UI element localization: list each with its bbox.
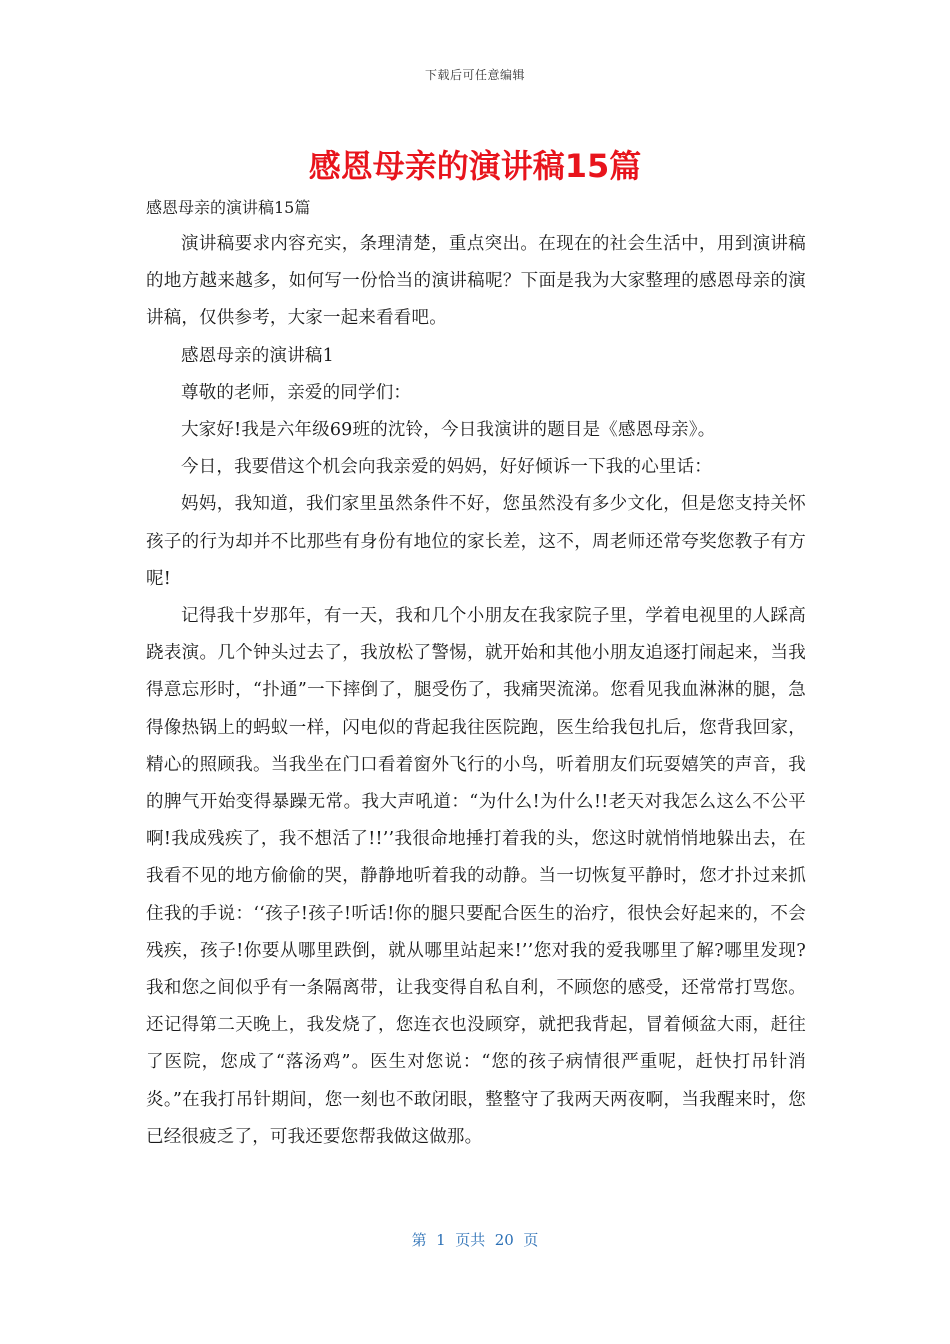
intro-paragraph: 演讲稿要求内容充实，条理清楚，重点突出。在现在的社会生活中，用到演讲稿的地方越来越多，如何写一份恰当的演讲稿呢？下面是我为大家整理的感恩母亲的演讲稿，仅供参考，大家一起来看看吧。 <box>146 234 806 329</box>
document-subtitle: 感恩母亲的演讲稿15篇 <box>146 198 311 217</box>
opening-paragraph: 今日，我要借这个机会向我亲爱的妈妈，好好倾诉一下我的心里话： <box>181 457 712 478</box>
page-footer: 第 1 页共 20 页 <box>411 1231 539 1249</box>
story-paragraph: 记得我十岁那年，有一天，我和几个小朋友在我家院子里，学着电视里的人踩高跷表演。几个钟头过去了，我放松了警惕，就开始和其他小朋友追逐打闹起来，当我得意忘形时，“扑通”一下摔倒了，腿受伤了，我痛哭流涕。您看见我血淋淋的腿，急得像热锅上的蚂蚁一样，闪电似的背起我往医院跑，医生给我包扎后，您背我回家，精心的照顾我。当我坐在门口看着窗外飞行的小鸟，听着朋友们玩耍嬉笑的声音，我的脾气开始变得暴躁无常。我大声吼道：“为什么!为什么!!老天对我怎么这么不公平啊!我成残疾了，我不想活了!!’’我很命地捶打着我的头，您这时就悄悄地躲出去，在我看不见的地方偷偷的哭，静静地听着我的动静。当一切恢复平静时，您才扑过来抓住我的手说：‘‘孩子!孩子!听话!你的腿只要配合医生的治疗，很快会好起来的，不会残疾，孩子!你要从哪里跌倒，就从哪里站起来!’’您对我的爱我哪里了解?哪里发现?我和您之间似乎有一条隔离带，让我变得自私自利，不顾您的感受，还常常打骂您。还记得第二天晚上，我发烧了，您连衣也没顾穿，就把我背起，冒着倾盆大雨，赶往了医院，您成了“落汤鸡”。医生对您说：“您的孩子病情很严重呢，赶快打吊针消炎。”在我打吊针期间，您一刻也不敢闭眼，整整守了我两天两夜啊，当我醒来时，您已经很疲乏了，可我还要您帮我做这做那。 <box>146 606 806 1147</box>
document-title: 感恩母亲的演讲稿15篇 <box>308 147 642 185</box>
salutation-paragraph: 尊敬的老师，亲爱的同学们： <box>181 382 412 403</box>
document-body <box>146 190 806 1156</box>
header-note: 下载后可任意编辑 <box>424 68 525 82</box>
greeting-paragraph: 大家好!我是六年级69班的沈铃，今日我演讲的题目是《感恩母亲》。 <box>181 420 716 441</box>
body-paragraph: 妈妈，我知道，我们家里虽然条件不好，您虽然没有多少文化，但是您支持关怀孩子的行为却并不比那些有身份有地位的家长差，这不，周老师还常夸奖您教子有方呢! <box>146 494 806 589</box>
section-heading: 感恩母亲的演讲稿1 <box>181 345 334 366</box>
